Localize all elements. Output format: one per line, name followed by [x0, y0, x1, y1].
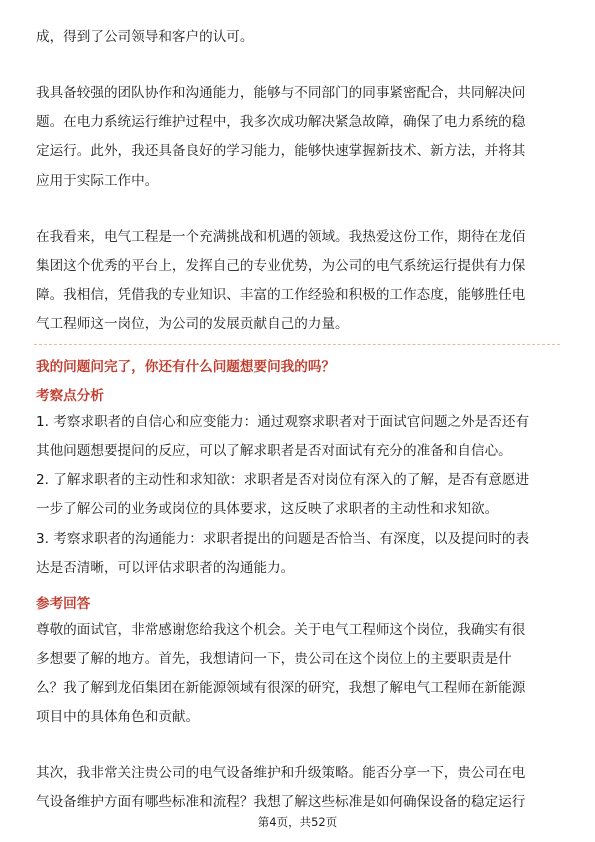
answer-line: 气设备维护方面有哪些标准和流程？我想了解这些标准是如何确保设备的稳定运行: [36, 794, 526, 810]
answer-line: 其次，我非常关注贵公司的电气设备维护和升级策略。能否分享一下，贵公司在电: [36, 765, 526, 781]
analysis-line: 一步了解公司的业务或岗位的具体要求，这反映了求职者的主动性和求知欲。: [36, 501, 499, 517]
answer-line: 多想要了解的地方。首先，我想请问一下，贵公司在这个岗位上的主要职责是什: [36, 651, 512, 667]
paragraph-line: 应用于实际工作中。: [36, 173, 159, 189]
answer-line: 项目中的具体角色和贡献。: [36, 709, 200, 725]
paragraph-line: 集团这个优秀的平台上，发挥自己的专业优势，为公司的电气系统运行提供有力保: [36, 258, 526, 274]
analysis-heading: 考察点分析: [36, 388, 104, 404]
analysis-line: 1. 考察求职者的自信心和应变能力：通过观察求职者对于面试官问题之外是否还有: [36, 414, 530, 430]
analysis-line: 达是否清晰，可以评估求职者的沟通能力。: [36, 560, 295, 576]
paragraph-line: 障。我相信，凭借我的专业知识、丰富的工作经验和积极的工作态度，能够胜任电: [36, 287, 526, 303]
paragraph-line: 我具备较强的团队协作和沟通能力，能够与不同部门的同事紧密配合，共同解决问: [36, 85, 526, 101]
answer-heading: 参考回答: [36, 596, 91, 612]
question-title: 我的问题问完了，你还有什么问题想要问我的吗？: [36, 359, 336, 375]
answer-line: 尊敬的面试官，非常感谢您给我这个机会。关于电气工程师这个岗位，我确实有很: [36, 622, 526, 638]
paragraph-line: 气工程师这一岗位，为公司的发展贡献自己的力量。: [36, 316, 349, 332]
paragraph-line: 在我看来，电气工程是一个充满挑战和机遇的领域。我热爱这份工作，期待在龙佰: [36, 229, 526, 245]
paragraph-line: 题。在电力系统运行维护过程中，我多次成功解决紧急故障，确保了电力系统的稳: [36, 114, 526, 130]
intro-tail-line: 成，得到了公司领导和客户的认可。: [36, 29, 254, 45]
answer-line: 么？我了解到龙佰集团在新能源领域有很深的研究，我想了解电气工程师在新能源: [36, 680, 526, 696]
section-divider: [34, 344, 560, 345]
analysis-line: 其他问题想要提问的反应，可以了解求职者是否对面试有充分的准备和自信心。: [36, 443, 512, 459]
page-number-footer: 第4页，共52页: [257, 815, 338, 829]
analysis-line: 3. 考察求职者的沟通能力：求职者提出的问题是否恰当、有深度，以及提问时的表: [36, 531, 530, 547]
paragraph-line: 定运行。此外，我还具备良好的学习能力，能够快速掌握新技术、新方法，并将其: [36, 143, 526, 159]
analysis-line: 2. 了解求职者的主动性和求知欲：求职者是否对岗位有深入的了解，是否有意愿进: [36, 472, 530, 488]
